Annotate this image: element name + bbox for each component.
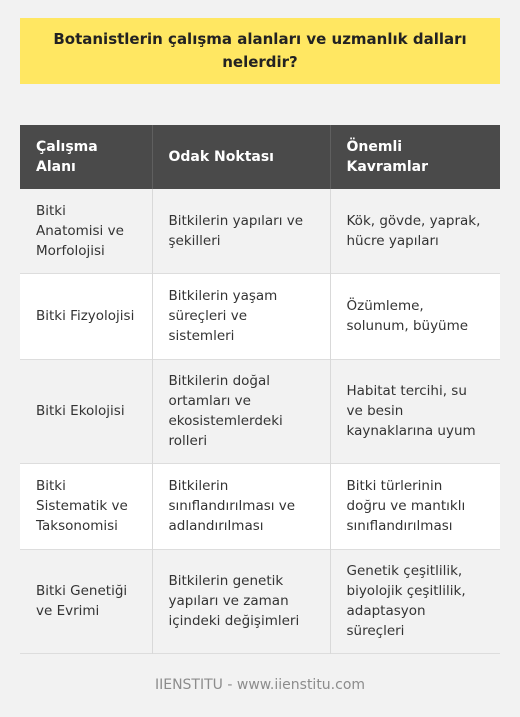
table-row: [20, 549, 500, 653]
cell-focus: Bitkilerin doğal ortamları ve ekosistemlerdeki rolleri: [152, 359, 330, 463]
table-row: [20, 273, 500, 359]
cell-concepts: Genetik çeşitlilik, biyolojik çeşitlilik, adaptasyon süreçleri: [346, 563, 466, 639]
table-header-row: [20, 125, 500, 189]
cell-focus: Bitkilerin sınıflandırılması ve adlandırılması: [152, 463, 330, 549]
cell-field: Bitki Sistematik ve Taksonomisi: [20, 463, 152, 549]
page-title: Botanistlerin çalışma alanları ve uzmanlık dalları nelerdir?: [53, 30, 467, 71]
table-row: [20, 189, 500, 273]
cell-focus: Bitkilerin genetik yapıları ve zaman içindeki değişimleri: [152, 549, 330, 653]
botany-fields-table: [20, 125, 500, 654]
cell-concepts: Özümleme, solunum, büyüme: [346, 298, 469, 334]
cell-field: Bitki Anatomisi ve Morfolojisi: [20, 189, 152, 273]
cell-focus: Bitkilerin yaşam süreçleri ve sistemleri: [152, 273, 330, 359]
cell-field: Bitki Fizyolojisi: [20, 273, 152, 359]
column-header-concepts: Önemli Kavramlar: [346, 139, 429, 175]
cell-focus: Bitkilerin yapıları ve şekilleri: [152, 189, 330, 273]
title-banner: [20, 18, 500, 84]
cell-field: Bitki Ekolojisi: [20, 359, 152, 463]
column-header-focus: Odak Noktası: [152, 125, 330, 189]
table-row: [20, 463, 500, 549]
cell-concepts: Habitat tercihi, su ve besin kaynaklarına uyum: [346, 383, 476, 439]
cell-concepts: Bitki türlerinin doğru ve mantıklı sınıflandırılması: [346, 478, 466, 534]
cell-concepts: Kök, gövde, yaprak, hücre yapıları: [346, 212, 481, 249]
column-header-field: Çalışma Alanı: [20, 125, 152, 189]
cell-field: Bitki Genetiği ve Evrimi: [20, 549, 152, 653]
footer-credit: IIENSTITU - www.iienstitu.com: [154, 677, 366, 693]
table-row: [20, 359, 500, 463]
